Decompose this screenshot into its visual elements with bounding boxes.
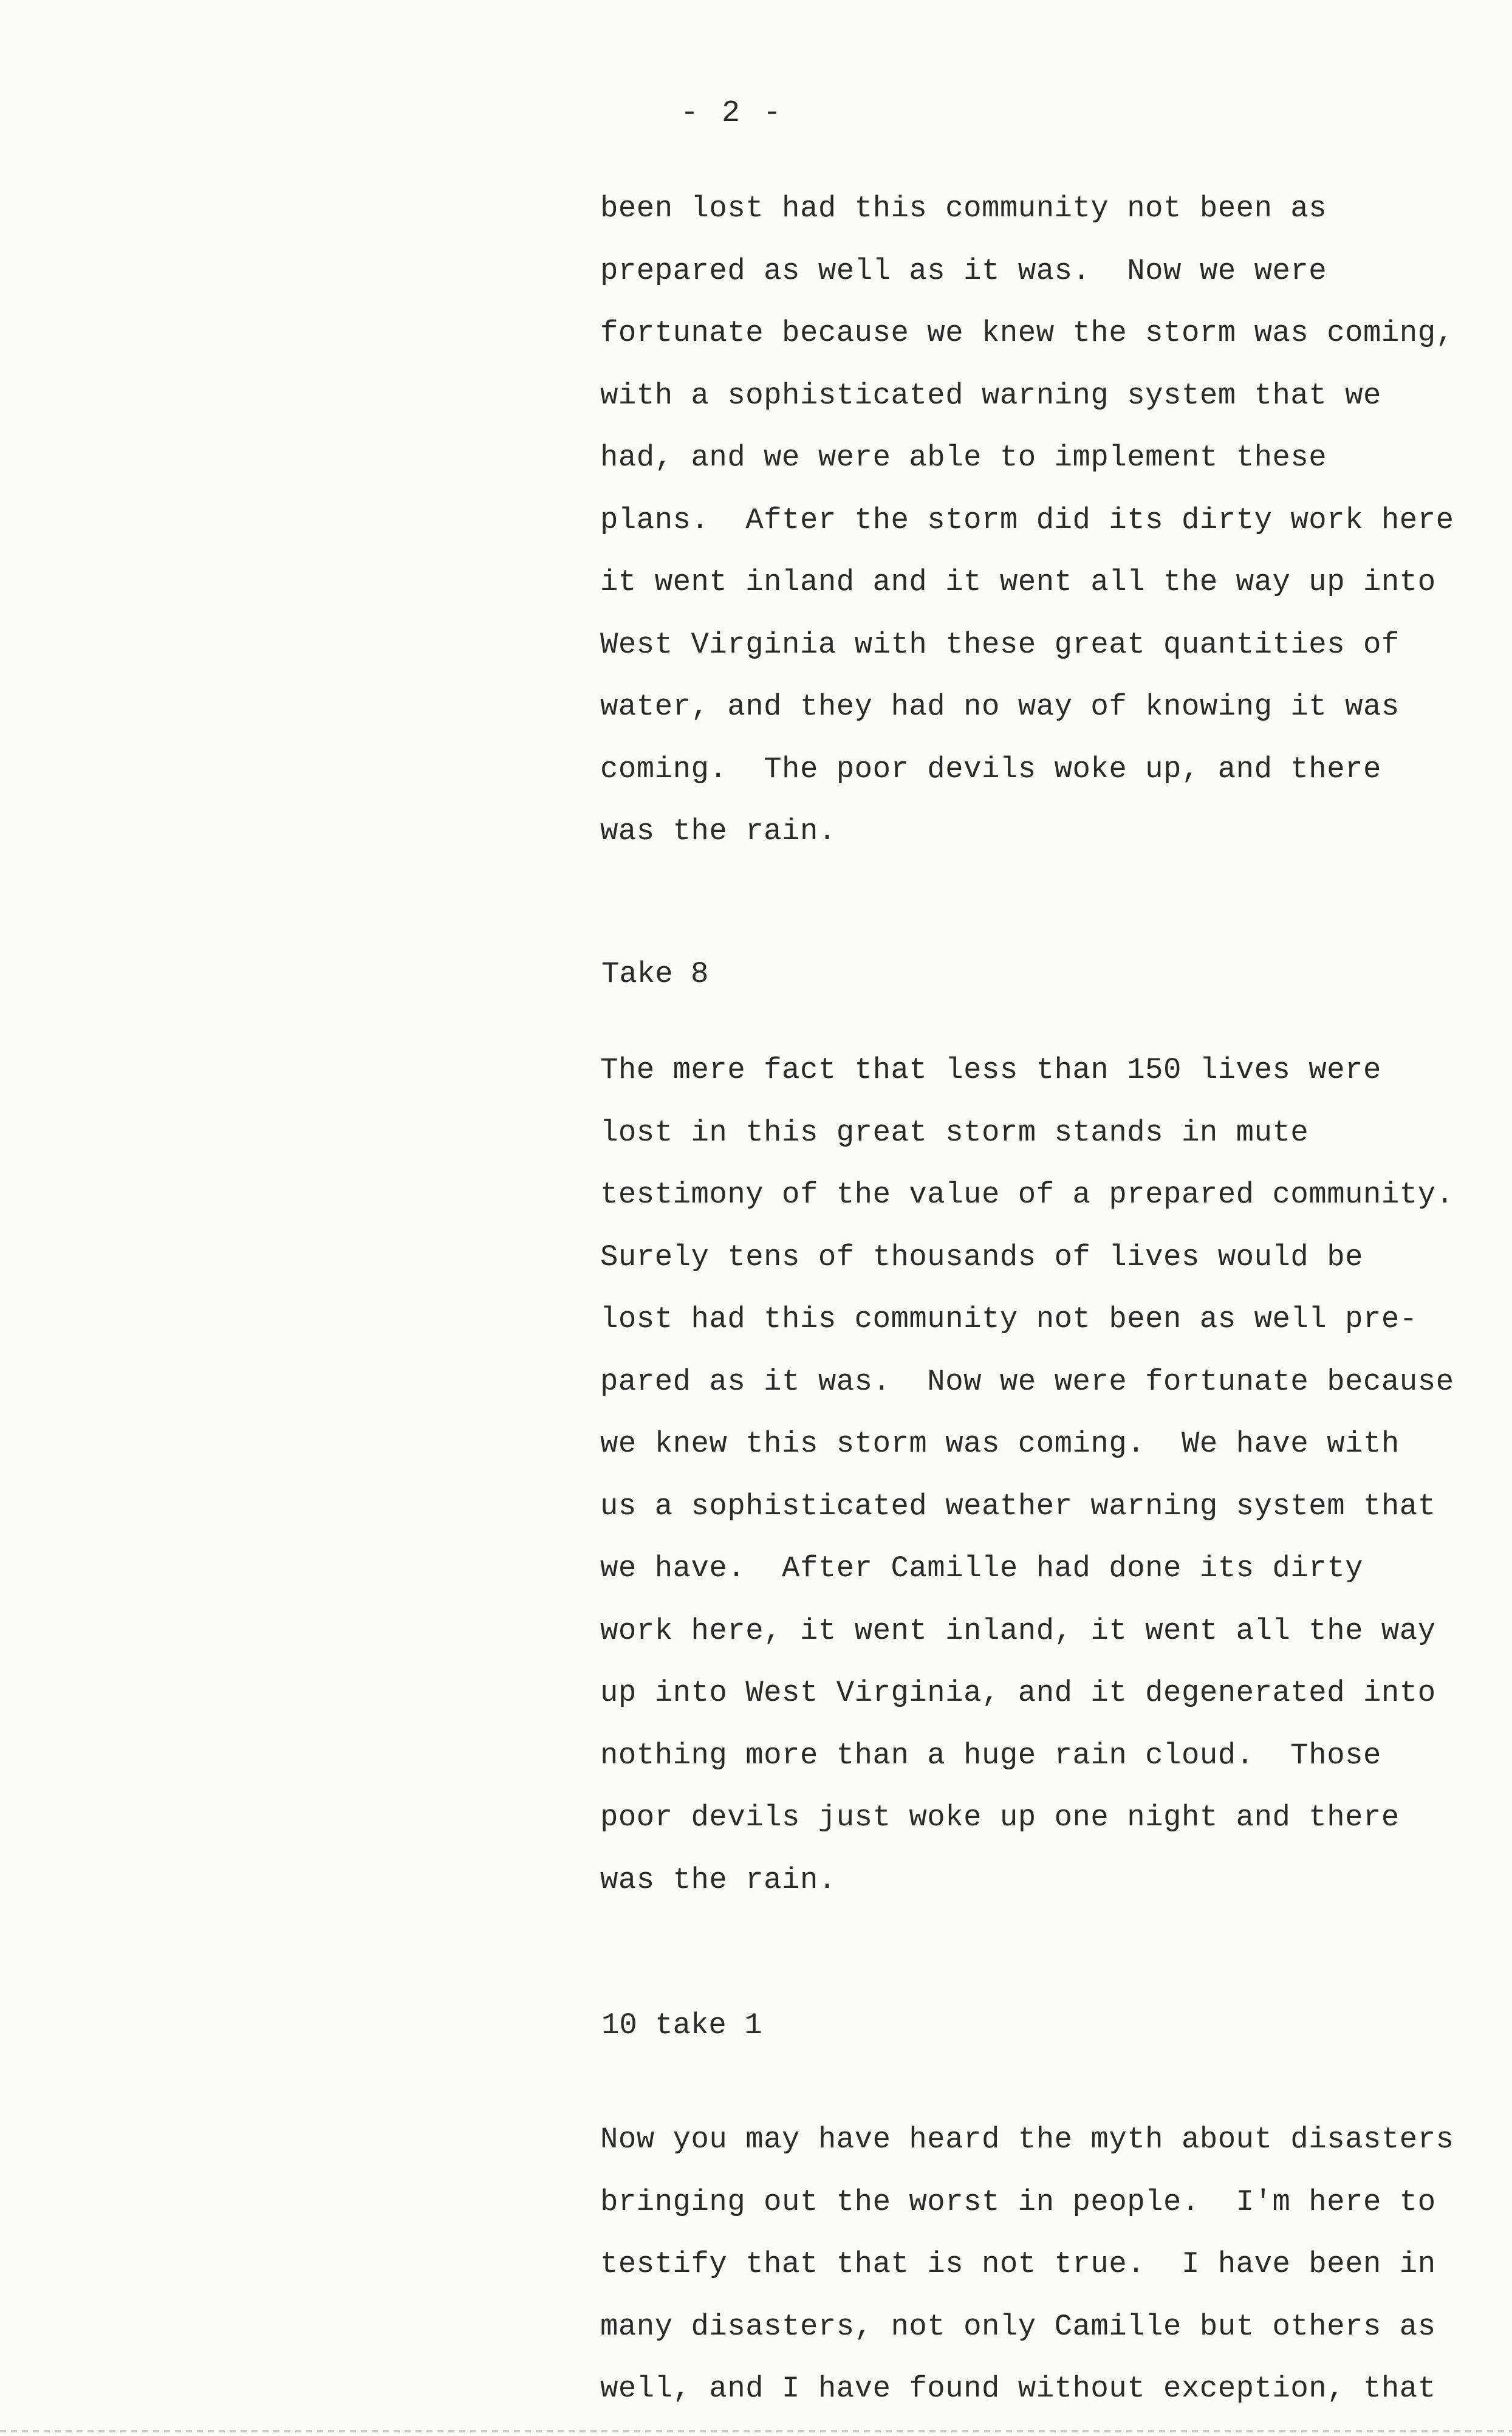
text-line: West Virginia with these great quantities of <box>600 627 1400 662</box>
text-line: testimony of the value of a prepared community. <box>600 1178 1454 1212</box>
text-line: poor devils just woke up one night and there <box>600 1800 1400 1834</box>
text-line: been lost had this community not been as <box>600 191 1327 225</box>
text-line: water, and they had no way of knowing it was <box>600 690 1400 724</box>
take-label: Take 8 <box>601 957 709 991</box>
text-line: lost in this great storm stands in mute <box>600 1115 1309 1150</box>
page-number: - 2 - <box>680 96 784 131</box>
text-line: work here, it went inland, it went all the way <box>600 1613 1436 1648</box>
text-line: was the rain. <box>600 814 836 848</box>
text-line: it went inland and it went all the way up into <box>600 565 1436 599</box>
paragraph-take-8 <box>600 1039 1493 1911</box>
text-line: up into West Virginia, and it degenerated into <box>600 1676 1436 1710</box>
text-line: well, and I have found without exception, that <box>600 2372 1436 2406</box>
text-line: fortunate because we knew the storm was coming, <box>600 316 1454 350</box>
text-line: we have. After Camille had done its dirty <box>600 1551 1364 1585</box>
text-line: with a sophisticated warning system that we <box>600 378 1381 413</box>
paragraph-10-take-1 <box>600 2108 1493 2420</box>
text-line: lost had this community not been as well pre- <box>600 1302 1418 1336</box>
text-line: coming. The poor devils woke up, and there <box>600 752 1381 786</box>
text-line: had, and we were able to implement these <box>600 441 1327 475</box>
text-line: we knew this storm was coming. We have with <box>600 1427 1400 1461</box>
text-line: was the rain. <box>600 1862 836 1897</box>
text-line: Surely tens of thousands of lives would be <box>600 1240 1364 1274</box>
text-line: many disasters, not only Camille but others as <box>600 2309 1436 2344</box>
text-line: testify that that is not true. I have been in <box>600 2247 1436 2281</box>
text-line: plans. After the storm did its dirty work here <box>600 503 1454 537</box>
text-line: Now you may have heard the myth about disasters <box>600 2122 1454 2156</box>
text-line: nothing more than a huge rain cloud. Those <box>600 1738 1381 1772</box>
text-line: prepared as well as it was. Now we were <box>600 253 1327 288</box>
text-line: pared as it was. Now we were fortunate because <box>600 1364 1454 1399</box>
text-line: us a sophisticated weather warning system that <box>600 1489 1436 1523</box>
scan-edge-line <box>0 2430 1512 2432</box>
paragraph-continuation <box>600 177 1493 863</box>
text-line: bringing out the worst in people. I'm here to <box>600 2184 1436 2219</box>
text-line: The mere fact that less than 150 lives were <box>600 1053 1381 1087</box>
take-label: 10 take 1 <box>601 2008 762 2042</box>
